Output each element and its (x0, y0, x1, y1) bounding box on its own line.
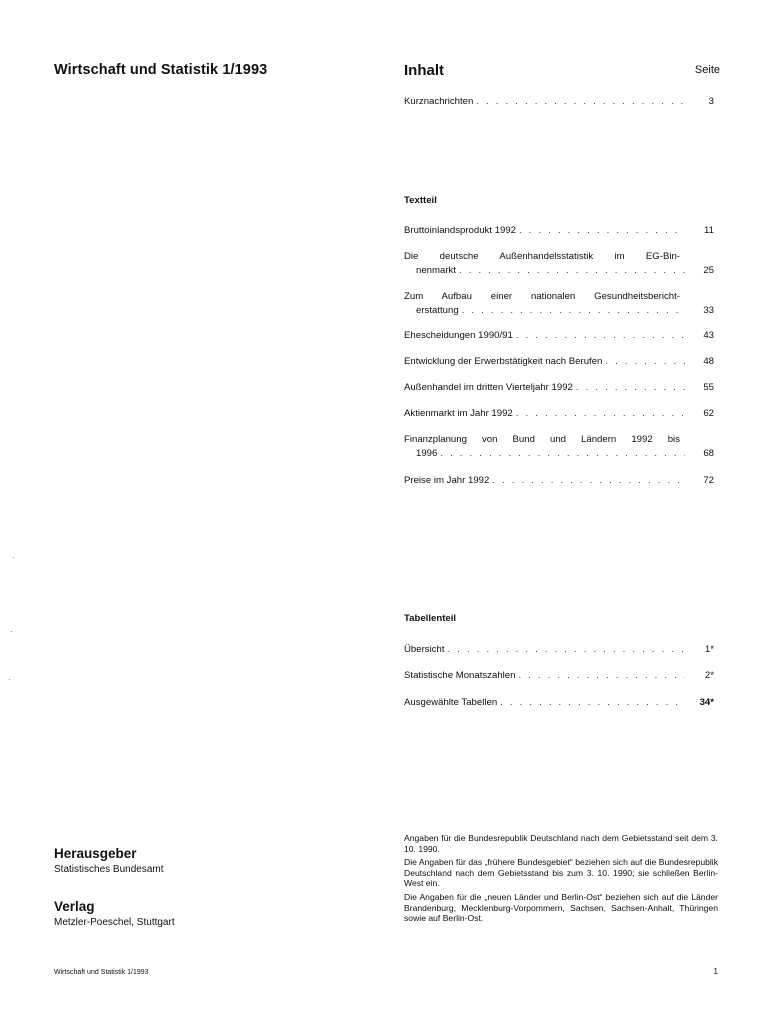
leader-dots (518, 669, 685, 683)
toc-entry-title: Kurznachrichten (404, 96, 474, 107)
leader-dots (462, 304, 685, 318)
toc-entry-page: 43 (703, 330, 714, 341)
toc-entry-page: 34* (699, 697, 714, 708)
toc-entry-title: Preise im Jahr 1992 (404, 475, 490, 486)
toc-entry-title: Ausgewählte Tabellen (404, 697, 498, 708)
toc-entry-kurznachrichten[interactable] (404, 95, 714, 109)
toc-entry-page: 2* (704, 670, 714, 681)
toc-entry-title: Außenhandel im dritten Vierteljahr 1992 (404, 382, 573, 393)
toc-entry-page: 25 (703, 265, 714, 276)
footer-journal-title: Wirtschaft und Statistik 1/1993 (54, 969, 149, 976)
toc-entry-title: Aktienmarkt im Jahr 1992 (404, 408, 513, 419)
leader-dots (576, 381, 685, 395)
toc-entry[interactable] (404, 669, 714, 683)
leader-dots (516, 329, 685, 343)
toc-entry-page: 3 (708, 96, 714, 107)
toc-entry[interactable] (404, 224, 714, 238)
leader-dots (459, 264, 685, 278)
toc-entry-title-line1: Zum Aufbau einer nationalen Gesundheitsbericht- (404, 291, 680, 302)
toc-entry-page: 1* (704, 644, 714, 655)
toc-entry[interactable] (404, 643, 714, 657)
toc-entry-title-line2: 1996 (416, 448, 438, 459)
leader-dots (492, 474, 685, 488)
toc-entry-page: 11 (704, 225, 714, 236)
toc-entry-page: 68 (703, 448, 714, 459)
note-paragraph: Die Angaben für die „neuen Länder und Berlin-Ost“ beziehen sich auf die Länder Brandenburg, Mecklenburg-Vorpommern, Sachsen, Sachsen-Anhalt, Thüringen sowie auf Berlin-Ost. (404, 891, 718, 924)
scan-mark: · (12, 553, 15, 562)
toc-entry[interactable] (404, 407, 714, 421)
toc-entry[interactable] (404, 696, 714, 710)
toc-entry-title-line2: nenmarkt (416, 265, 456, 276)
toc-entry-page: 55 (703, 382, 714, 393)
press-heading: Verlag (54, 899, 95, 914)
press-name: Metzler-Poeschel, Stuttgart (54, 917, 175, 928)
leader-dots (519, 224, 685, 238)
leader-dots (440, 447, 685, 461)
toc-entry-title-line2: erstattung (416, 305, 459, 316)
toc-entry[interactable] (404, 474, 714, 488)
toc-entry[interactable] (404, 329, 714, 343)
toc-entry[interactable] (404, 250, 714, 278)
leader-dots (448, 643, 685, 657)
section-heading-tabellenteil: Tabellenteil (404, 613, 457, 624)
footer-page-number: 1 (713, 967, 718, 976)
leader-dots (476, 95, 685, 109)
toc-entry-page: 62 (703, 408, 714, 419)
territory-notes (404, 833, 718, 927)
note-paragraph: Die Angaben für das „frühere Bundesgebiet“ beziehen sich auf die Bundesrepublik Deutschland nach dem Gebietsstand bis zum 3. 10. 1990; sie schließen Berlin-West ein. (404, 857, 718, 889)
scan-mark: · (8, 675, 11, 684)
toc-entry-title-line1: Finanzplanung von Bund und Ländern 1992 bis (404, 434, 680, 445)
toc-entry[interactable] (404, 290, 714, 318)
leader-dots (500, 696, 685, 710)
note-paragraph: Angaben für die Bundesrepublik Deutschland nach dem Gebietsstand seit dem 3. 10. 1990. (404, 833, 718, 854)
leader-dots (516, 407, 685, 421)
toc-entry-title: Ehescheidungen 1990/91 (404, 330, 513, 341)
toc-entry-title: Übersicht (404, 644, 445, 655)
toc-entry-title: Entwicklung der Erwerbstätigkeit nach Berufen (404, 356, 603, 367)
publisher-name: Statistisches Bundesamt (54, 864, 164, 875)
toc-entry-title-line1: Die deutsche Außenhandelsstatistik im EG-Bin- (404, 251, 680, 262)
toc-entry-page: 72 (703, 475, 714, 486)
toc-entry[interactable] (404, 433, 714, 461)
toc-entry-title: Statistische Monatszahlen (404, 670, 516, 681)
scan-mark: · (10, 627, 13, 636)
toc-entry-page: 33 (703, 305, 714, 316)
section-heading-textteil: Textteil (404, 195, 437, 206)
toc-heading: Inhalt (404, 62, 444, 79)
journal-title: Wirtschaft und Statistik 1/1993 (54, 62, 268, 78)
leader-dots (605, 355, 685, 369)
toc-entry[interactable] (404, 381, 714, 395)
page-column-heading: Seite (694, 64, 720, 76)
toc-entry-title: Bruttoinlandsprodukt 1992 (404, 225, 517, 236)
publisher-heading: Herausgeber (54, 846, 137, 861)
toc-entry-page: 48 (703, 356, 714, 367)
toc-entry[interactable] (404, 355, 714, 369)
